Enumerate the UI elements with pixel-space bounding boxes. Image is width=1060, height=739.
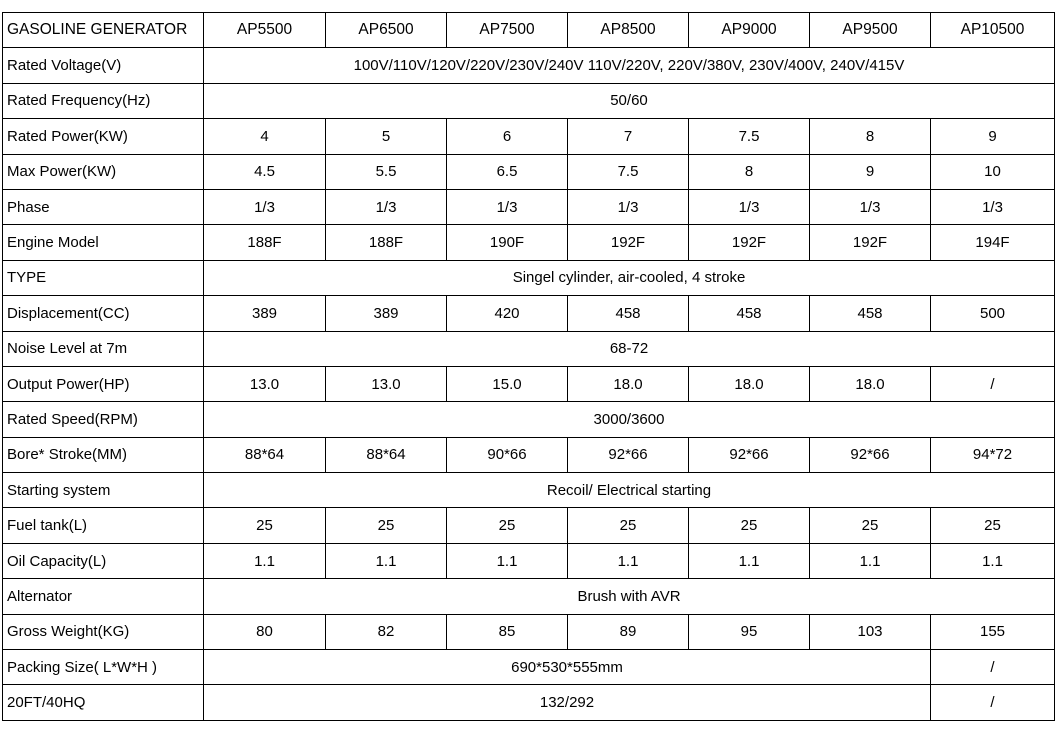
table-cell: Singel cylinder, air-cooled, 4 stroke (204, 260, 1055, 295)
table-cell: 420 (447, 296, 568, 331)
table-cell: / (931, 685, 1055, 720)
table-cell: 1.1 (568, 543, 689, 578)
table-row (3, 650, 1055, 685)
table-cell: 25 (689, 508, 810, 543)
table-row (3, 685, 1055, 720)
table-cell: 7 (568, 119, 689, 154)
table-cell: 8 (810, 119, 931, 154)
table-cell: 80 (204, 614, 326, 649)
table-cell: 25 (931, 508, 1055, 543)
table-cell: 25 (810, 508, 931, 543)
table-cell: 25 (326, 508, 447, 543)
table-cell: 194F (931, 225, 1055, 260)
row-label: Bore* Stroke(MM) (3, 437, 204, 472)
row-label: Gross Weight(KG) (3, 614, 204, 649)
table-cell: 88*64 (204, 437, 326, 472)
spec-table-body (3, 13, 1055, 721)
row-label: Rated Voltage(V) (3, 48, 204, 83)
table-row (3, 83, 1055, 118)
header-cell: AP9500 (810, 13, 931, 48)
table-cell: 82 (326, 614, 447, 649)
row-label: Noise Level at 7m (3, 331, 204, 366)
table-cell: 103 (810, 614, 931, 649)
table-cell: 1.1 (810, 543, 931, 578)
table-cell: 3000/3600 (204, 402, 1055, 437)
table-row (3, 366, 1055, 401)
row-label: 20FT/40HQ (3, 685, 204, 720)
table-cell: 95 (689, 614, 810, 649)
table-cell: / (931, 366, 1055, 401)
table-cell: 7.5 (568, 154, 689, 189)
table-cell: 8 (689, 154, 810, 189)
row-label: Engine Model (3, 225, 204, 260)
table-cell: 1/3 (568, 189, 689, 224)
table-cell: 188F (326, 225, 447, 260)
table-cell: 192F (689, 225, 810, 260)
table-row (3, 154, 1055, 189)
header-cell: GASOLINE GENERATOR (3, 13, 204, 48)
table-cell: 690*530*555mm (204, 650, 931, 685)
table-cell: 7.5 (689, 119, 810, 154)
table-cell: 13.0 (326, 366, 447, 401)
table-row (3, 437, 1055, 472)
table-cell: 92*66 (810, 437, 931, 472)
header-cell: AP8500 (568, 13, 689, 48)
table-cell: 1/3 (810, 189, 931, 224)
table-cell: 100V/110V/120V/220V/230V/240V 110V/220V, 220V/380V, 230V/400V, 240V/415V (204, 48, 1055, 83)
header-row (3, 13, 1055, 48)
table-row (3, 119, 1055, 154)
table-cell: 190F (447, 225, 568, 260)
table-cell: 6 (447, 119, 568, 154)
table-row (3, 331, 1055, 366)
table-cell: 188F (204, 225, 326, 260)
table-cell: 155 (931, 614, 1055, 649)
table-cell: 1.1 (931, 543, 1055, 578)
table-cell: 458 (810, 296, 931, 331)
header-cell: AP9000 (689, 13, 810, 48)
table-cell: 15.0 (447, 366, 568, 401)
table-cell: 4.5 (204, 154, 326, 189)
row-label: Max Power(KW) (3, 154, 204, 189)
row-label: Alternator (3, 579, 204, 614)
table-cell: / (931, 650, 1055, 685)
table-cell: 389 (204, 296, 326, 331)
table-cell: 1/3 (326, 189, 447, 224)
table-cell: 5.5 (326, 154, 447, 189)
table-cell: 25 (204, 508, 326, 543)
table-cell: 132/292 (204, 685, 931, 720)
spec-table (2, 12, 1055, 721)
table-cell: 25 (568, 508, 689, 543)
table-row (3, 543, 1055, 578)
row-label: Output Power(HP) (3, 366, 204, 401)
row-label: Displacement(CC) (3, 296, 204, 331)
table-cell: 90*66 (447, 437, 568, 472)
table-cell: 25 (447, 508, 568, 543)
table-cell: 9 (810, 154, 931, 189)
row-label: TYPE (3, 260, 204, 295)
table-cell: Brush with AVR (204, 579, 1055, 614)
table-row (3, 48, 1055, 83)
row-label: Rated Power(KW) (3, 119, 204, 154)
table-cell: 92*66 (689, 437, 810, 472)
row-label: Starting system (3, 473, 204, 508)
table-cell: 458 (568, 296, 689, 331)
table-cell: 18.0 (810, 366, 931, 401)
table-cell: 1/3 (689, 189, 810, 224)
table-cell: 68-72 (204, 331, 1055, 366)
table-cell: 1.1 (689, 543, 810, 578)
table-row (3, 296, 1055, 331)
table-row (3, 473, 1055, 508)
table-cell: 5 (326, 119, 447, 154)
table-cell: 458 (689, 296, 810, 331)
table-cell: Recoil/ Electrical starting (204, 473, 1055, 508)
table-cell: 192F (810, 225, 931, 260)
table-cell: 88*64 (326, 437, 447, 472)
row-label: Rated Frequency(Hz) (3, 83, 204, 118)
table-cell: 13.0 (204, 366, 326, 401)
table-cell: 1/3 (447, 189, 568, 224)
table-row (3, 402, 1055, 437)
table-row (3, 189, 1055, 224)
header-cell: AP10500 (931, 13, 1055, 48)
table-cell: 389 (326, 296, 447, 331)
table-cell: 1/3 (931, 189, 1055, 224)
table-row (3, 614, 1055, 649)
table-cell: 6.5 (447, 154, 568, 189)
table-cell: 1.1 (447, 543, 568, 578)
header-cell: AP6500 (326, 13, 447, 48)
table-cell: 1.1 (204, 543, 326, 578)
row-label: Fuel tank(L) (3, 508, 204, 543)
table-row (3, 260, 1055, 295)
row-label: Oil Capacity(L) (3, 543, 204, 578)
table-row (3, 508, 1055, 543)
table-cell: 18.0 (689, 366, 810, 401)
table-cell: 500 (931, 296, 1055, 331)
table-cell: 1/3 (204, 189, 326, 224)
table-cell: 18.0 (568, 366, 689, 401)
row-label: Packing Size( L*W*H ) (3, 650, 204, 685)
table-cell: 192F (568, 225, 689, 260)
table-cell: 50/60 (204, 83, 1055, 118)
table-cell: 92*66 (568, 437, 689, 472)
table-cell: 1.1 (326, 543, 447, 578)
table-cell: 89 (568, 614, 689, 649)
row-label: Rated Speed(RPM) (3, 402, 204, 437)
table-cell: 9 (931, 119, 1055, 154)
table-cell: 4 (204, 119, 326, 154)
table-cell: 94*72 (931, 437, 1055, 472)
table-cell: 85 (447, 614, 568, 649)
table-row (3, 579, 1055, 614)
table-row (3, 225, 1055, 260)
table-cell: 10 (931, 154, 1055, 189)
row-label: Phase (3, 189, 204, 224)
header-cell: AP7500 (447, 13, 568, 48)
header-cell: AP5500 (204, 13, 326, 48)
